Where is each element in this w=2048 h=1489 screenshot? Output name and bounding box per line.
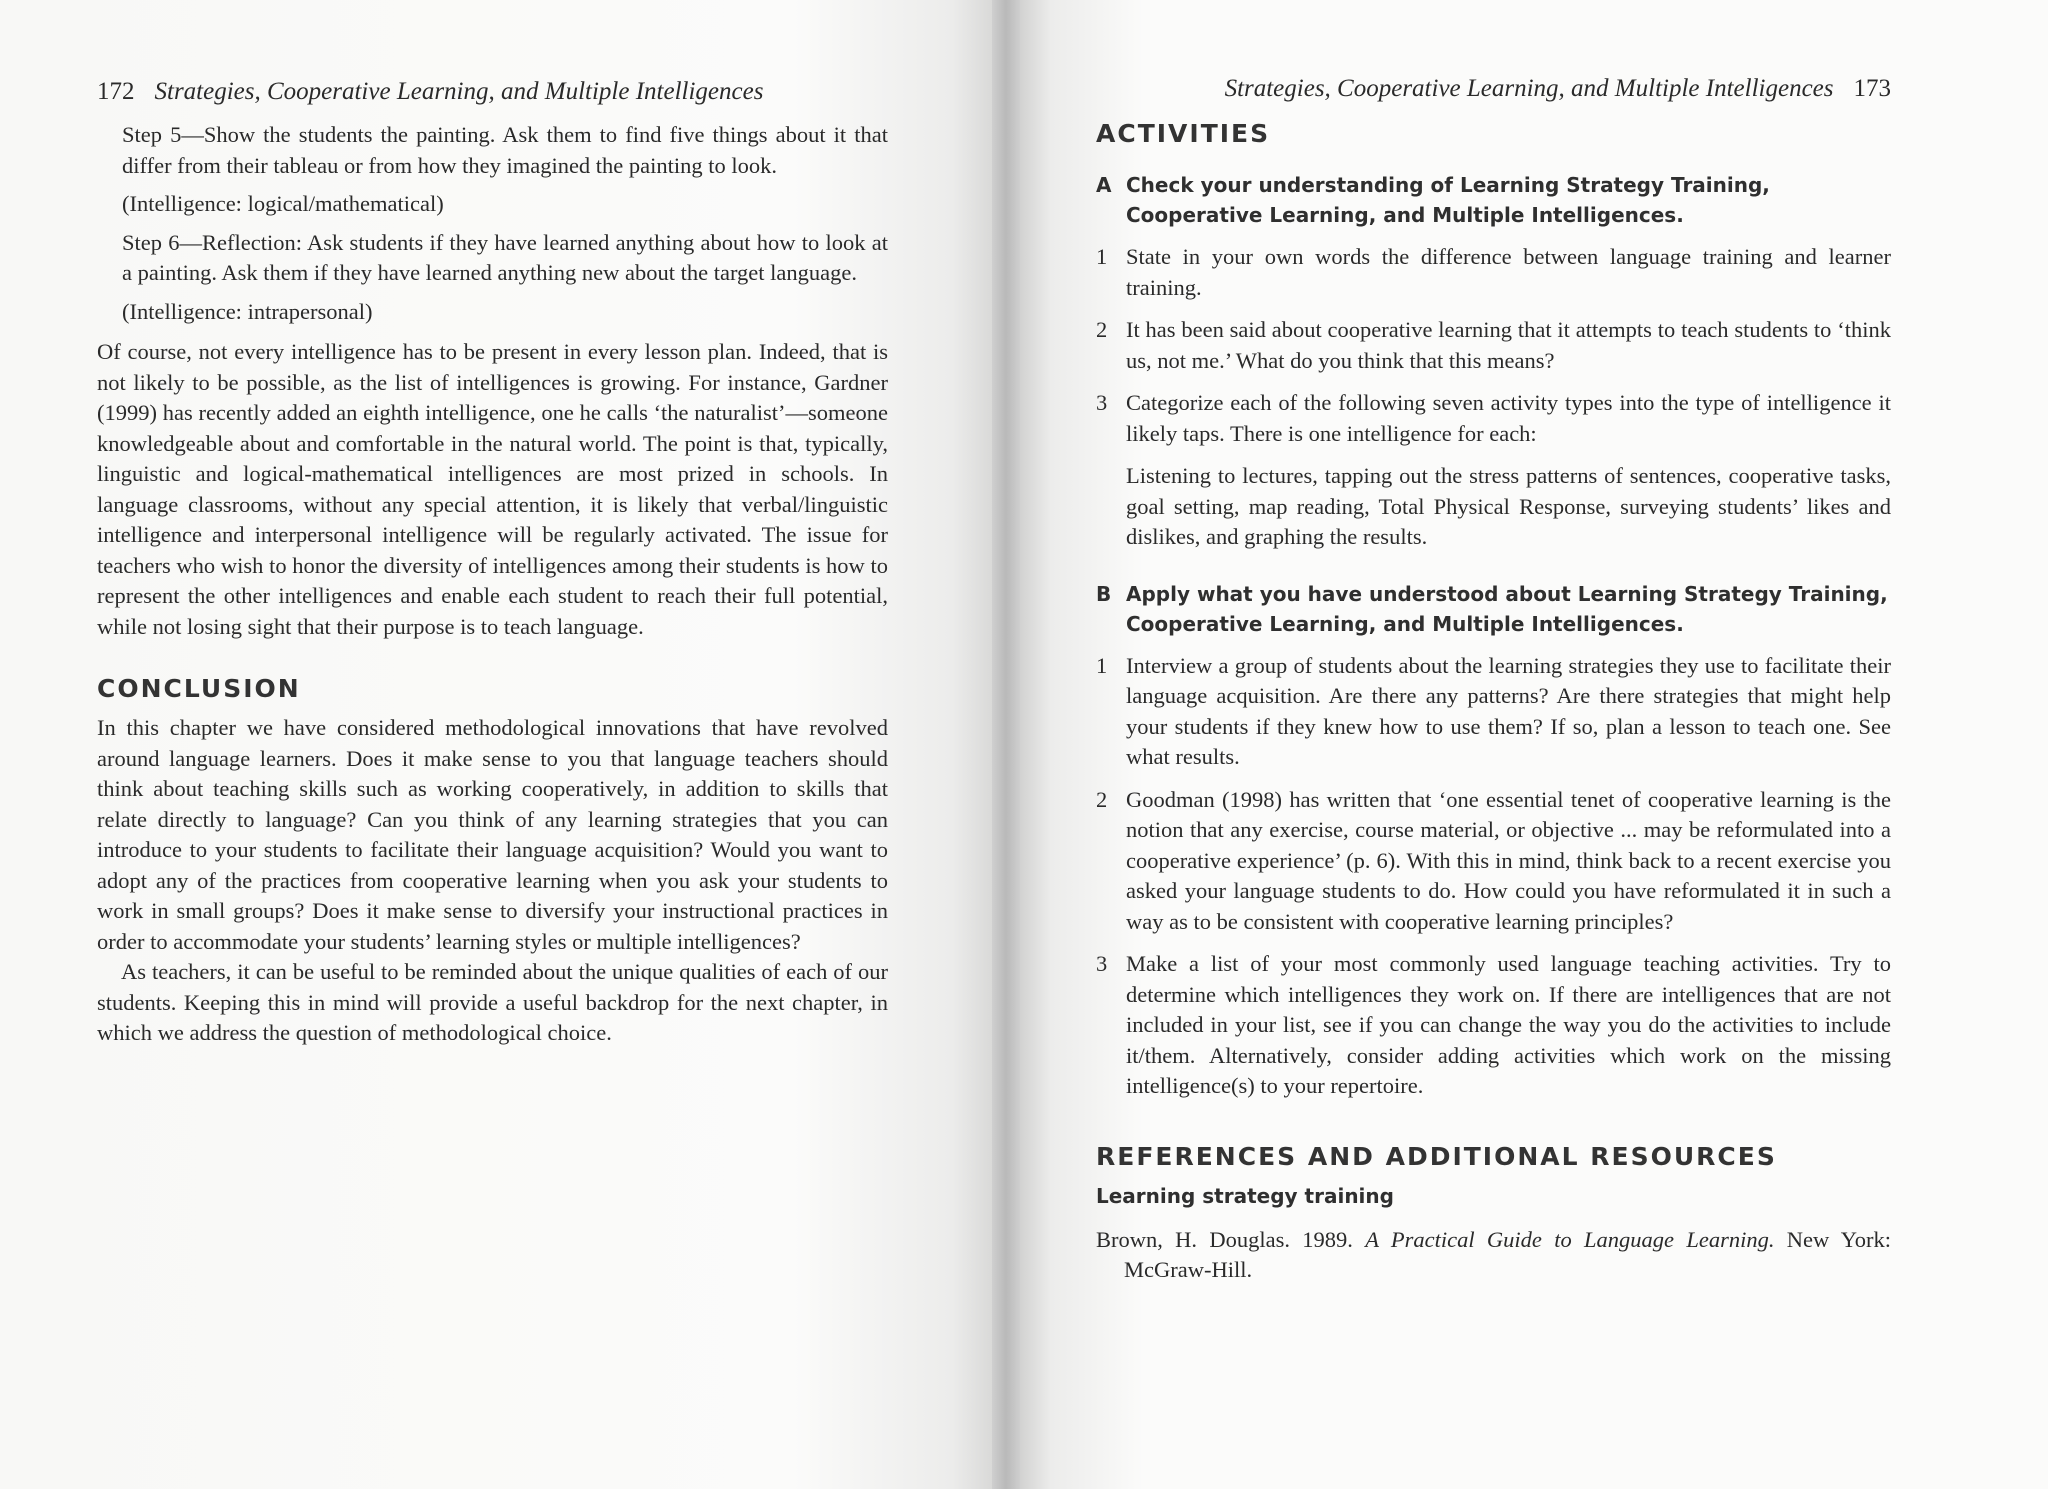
conclusion-paragraph: In this chapter we have considered methodological innovations that have revolved around language learners. Does it make sense to you that language teachers should think about teaching skills such as working cooperatively, in addition to skills that relate directly to language? Can you think of any learning strategies that you can introduce to your students to facilitate their language acquisition? Would you want to adopt any of the practices from cooperative learning when you ask your students to work in small groups? Does it make sense to diversify your instructional practices in order to accommodate your students’ learning styles or multiple intelligences? xyxy=(97,715,888,954)
running-title: Strategies, Cooperative Learning, and Multiple Intelligences xyxy=(154,78,764,105)
item-text: Goodman (1998) has written that ‘one essential tenet of cooperative learning is the notion that any exercise, course material, or objective ... may be reformulated into a cooperative experience’ (p. 6). With this in mind, think back to a recent exercise you asked your language students to do. How could you have reformulated it in such a way as to be consistent with cooperative learning principles? xyxy=(1126,786,1891,934)
step-6-intelligence: (Intelligence: intrapersonal) xyxy=(122,298,373,324)
section-title: Check your understanding of Learning Strategy Training, Cooperative Learning, and Multiple Intelligences. xyxy=(1126,173,1770,227)
section-letter: A xyxy=(1096,173,1112,197)
left-page-content xyxy=(97,78,888,1049)
activity-list: Listening to lectures, tapping out the stress patterns of sentences, cooperative tasks, goal setting, map reading, Total Physical Response, surveying students’ likes and dislikes, and graphing the results. xyxy=(1126,463,1891,549)
references-subheading: Learning strategy training xyxy=(1096,1183,1394,1208)
section-b-heading xyxy=(1096,579,1891,639)
item-number: 1 xyxy=(1096,244,1108,269)
running-title: Strategies, Cooperative Learning, and Multiple Intelligences xyxy=(1224,75,1834,102)
list-item xyxy=(1096,651,1891,773)
left-page xyxy=(0,0,992,1489)
reference-publisher: New York: McGraw-Hill. xyxy=(1124,1226,1892,1282)
step-6: Step 6—Reflection: Ask students if they have learned anything about how to look at a painting. Ask them if they have learned anything new about the target language. xyxy=(122,229,888,285)
page-number: 172 xyxy=(97,78,135,105)
reference-authors: Brown, H. Douglas. 1989. xyxy=(1096,1226,1366,1252)
page-number: 173 xyxy=(1853,75,1891,102)
lesson-steps xyxy=(97,120,888,327)
item-number: 2 xyxy=(1096,317,1108,342)
body-paragraph: Of course, not every intelligence has to be present in every lesson plan. Indeed, that is not likely to be possible, as the list of intelligences is growing. For instance, Gardner (1999) has recently added an eighth intelligence, one he calls ‘the naturalist’—someone knowledgeable about and comfortable in the natural world. The point is that, typically, linguistic and logical-mathematical intelligences are most prized in schools. In language classrooms, without any special attention, it is likely that verbal/linguistic intelligence and interpersonal intelligence will be regularly activated. The issue for teachers who wish to honor the diversity of intelligences among their students is how to represent the other intelligences and enable each student to reach their full potential, while not losing sight that their purpose is to teach language. xyxy=(97,339,888,639)
item-text: Interview a group of students about the learning strategies they use to facilitate their language acquisition. Are there any patterns? Are there strategies that might help your students if they knew how to use them? If so, plan a lesson to teach one. See what results. xyxy=(1126,652,1891,769)
item-number: 2 xyxy=(1096,786,1108,812)
activities-heading: ACTIVITIES xyxy=(1096,119,1271,148)
step-5-intelligence: (Intelligence: logical/mathematical) xyxy=(122,191,444,216)
item-number: 1 xyxy=(1096,652,1108,678)
item-text: It has been said about cooperative learning that it attempts to teach students to ‘think us, not me.’ What do you think that this means? xyxy=(1126,317,1891,373)
list-item xyxy=(1096,785,1891,938)
conclusion-heading: CONCLUSION xyxy=(97,674,301,703)
reference-entry xyxy=(1096,1225,1891,1286)
right-page-content xyxy=(1096,75,1891,1286)
list-item xyxy=(1096,388,1891,449)
book-gutter xyxy=(992,0,1020,1489)
conclusion-paragraph: As teachers, it can be useful to be reminded about the unique qualities of each of our students. Keeping this in mind will provide a useful backdrop for the next chapter, in which we address the question of methodological choice. xyxy=(97,959,888,1045)
section-a-heading xyxy=(1096,170,1891,230)
item-text: Categorize each of the following seven activity types into the type of intelligence it likely taps. There is one intelligence for each: xyxy=(1126,390,1891,446)
item-number: 3 xyxy=(1096,951,1108,976)
list-item xyxy=(1096,949,1891,1102)
list-item xyxy=(1096,242,1891,303)
references-heading: REFERENCES AND ADDITIONAL RESOURCES xyxy=(1096,1141,1777,1171)
right-page xyxy=(1020,0,2048,1489)
section-letter: B xyxy=(1096,581,1112,606)
item-number: 3 xyxy=(1096,390,1108,415)
item-text: State in your own words the difference between language training and learner training. xyxy=(1126,244,1891,300)
item-text: Make a list of your most commonly used language teaching activities. Try to determine which intelligences they work on. If there are intelligences that are not included in your list, see if you can change the way you do the activities to include it/them. Alternatively, consider adding activities which work on the missing intelligence(s) to your repertoire. xyxy=(1126,951,1891,1098)
running-head xyxy=(97,78,888,120)
section-title: Apply what you have understood about Learning Strategy Training, Cooperative Learning, and Multiple Intelligences. xyxy=(1126,581,1888,636)
reference-title: A Practical Guide to Language Learning. xyxy=(1365,1226,1775,1252)
running-head xyxy=(1096,75,1891,117)
step-5: Step 5—Show the students the painting. Ask them to find five things about it that differ from their tableau or from how they imagined the painting to look. xyxy=(122,122,888,178)
list-item xyxy=(1096,315,1891,376)
